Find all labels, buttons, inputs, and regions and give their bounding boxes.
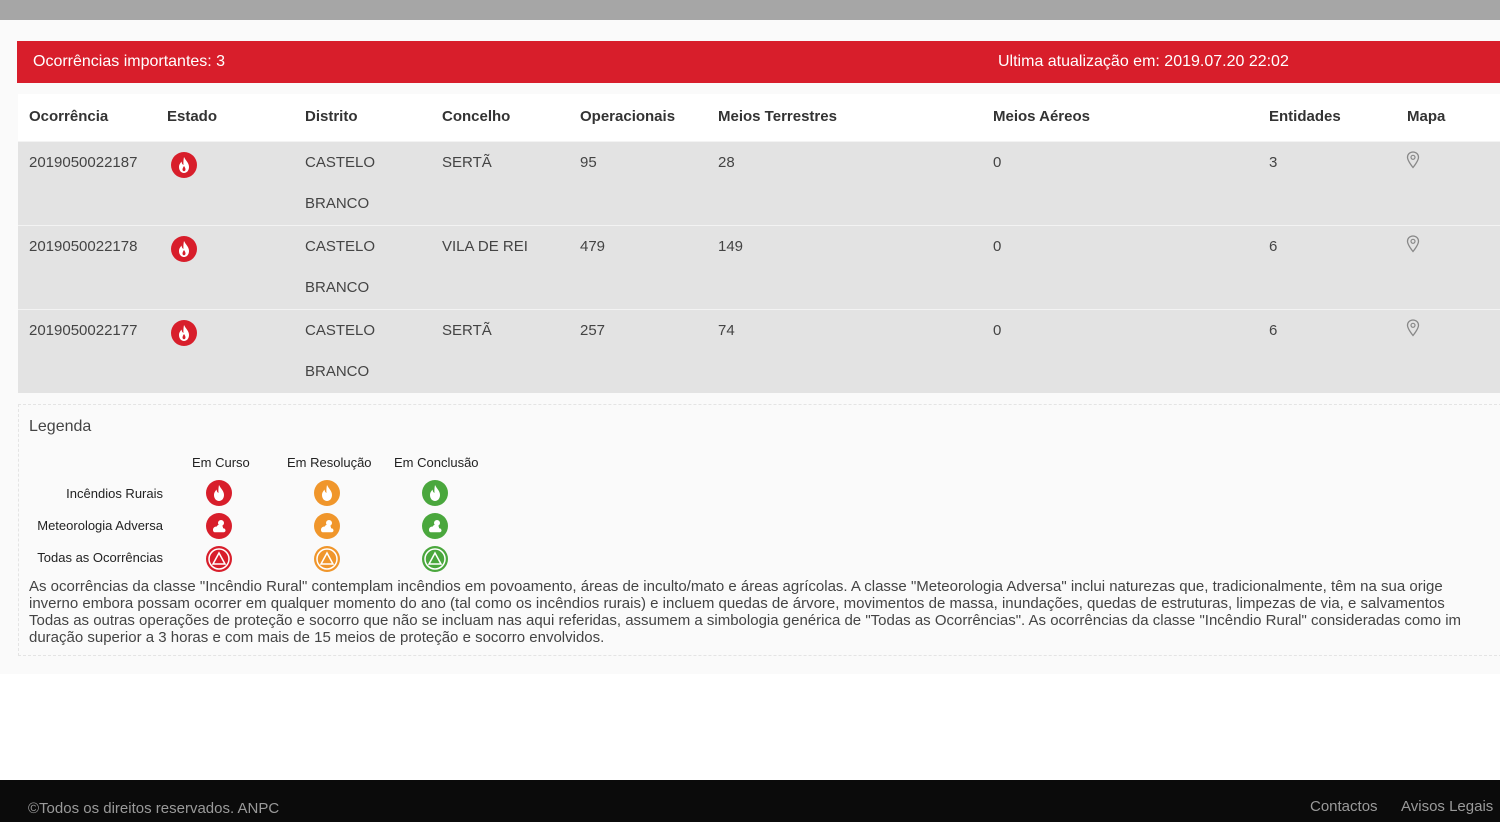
distrito: CASTELO BRANCO: [305, 154, 376, 212]
weather-icon: [314, 513, 340, 539]
legend-panel: [18, 404, 1500, 656]
table-row[interactable]: [18, 309, 1500, 393]
legend-text-line: inverno embora possam ocorrer em qualquer momento do ano (tal como os incêndios rurais) e incluem quedas de árvore, movimentos de massa, inundações, quedas de estruturas, limpezas de via, e salvamentos: [29, 595, 1445, 612]
legend-title: Legenda: [29, 418, 92, 435]
legend-col-em-curso: Em Curso: [192, 455, 250, 470]
occurrence-id: 2019050022187: [29, 154, 138, 171]
contactos-link[interactable]: Contactos: [1310, 798, 1378, 815]
fire-icon: [422, 480, 448, 506]
operacionais: 479: [580, 238, 606, 255]
meios-aereos: 0: [993, 238, 1002, 255]
meios-terrestres: 28: [718, 154, 735, 171]
copyright: ©Todos os direitos reservados. ANPC: [28, 800, 280, 817]
concelho: SERTÃ: [442, 154, 492, 171]
important-count: Ocorrências importantes: 3: [33, 53, 226, 70]
col-meios-terrestres: Meios Terrestres: [718, 108, 837, 125]
occurrence-id: 2019050022178: [29, 238, 138, 255]
map-pin-icon[interactable]: [1405, 235, 1421, 253]
entidades: 6: [1269, 238, 1278, 255]
table-header: [18, 94, 1500, 141]
fire-icon: [206, 480, 232, 506]
fire-icon: [314, 480, 340, 506]
table-row[interactable]: [18, 141, 1500, 225]
col-estado: Estado: [167, 108, 218, 125]
weather-icon: [422, 513, 448, 539]
concelho: SERTÃ: [442, 322, 492, 339]
concelho: VILA DE REI: [442, 238, 528, 255]
col-ocorrencia: Ocorrência: [29, 108, 109, 125]
important-occurrences-bar: [17, 41, 1500, 83]
fire-icon: [171, 320, 197, 346]
meios-aereos: 0: [993, 154, 1002, 171]
footer: [0, 780, 1500, 822]
triangle-icon: [206, 546, 232, 572]
legend-row-incendios: Incêndios Rurais: [66, 486, 163, 501]
fire-icon: [171, 236, 197, 262]
col-concelho: Concelho: [442, 108, 511, 125]
distrito: CASTELO BRANCO: [305, 322, 376, 380]
avisos-legais-link[interactable]: Avisos Legais: [1401, 798, 1494, 815]
fire-icon: [171, 152, 197, 178]
map-pin-icon[interactable]: [1405, 319, 1421, 337]
legend-row-todas: Todas as Ocorrências: [37, 550, 163, 565]
triangle-icon: [314, 546, 340, 572]
meios-terrestres: 74: [718, 322, 735, 339]
col-operacionais: Operacionais: [580, 108, 676, 125]
distrito: CASTELO BRANCO: [305, 238, 376, 296]
entidades: 3: [1269, 154, 1278, 171]
legend-text-line: Todas as outras operações de proteção e socorro que não se incluam nas aqui referidas, assumem a simbologia genérica de "Todas as Ocorrências". As ocorrências da classe "Incêndio Rural" consideradas como im: [29, 612, 1462, 629]
table-row[interactable]: [18, 225, 1500, 309]
meios-aereos: 0: [993, 322, 1002, 339]
legend-description: [29, 578, 1500, 646]
occurrence-id: 2019050022177: [29, 322, 138, 339]
occurrences-table: [18, 94, 1500, 393]
col-meios-aereos: Meios Aéreos: [993, 108, 1090, 125]
col-mapa: Mapa: [1407, 108, 1446, 125]
legend-text-line: As ocorrências da classe "Incêndio Rural" contemplam incêndios em povoamento, áreas de inculto/mato e áreas agrícolas. A classe "Meteorologia Adversa" inclui naturezas que, tradicionalmente, têm na sua orige: [29, 578, 1443, 595]
triangle-icon: [422, 546, 448, 572]
legend-col-em-resolucao: Em Resolução: [287, 455, 372, 470]
col-distrito: Distrito: [305, 108, 358, 125]
top-gray-bar: [0, 0, 1500, 20]
legend-col-em-conclusao: Em Conclusão: [394, 455, 479, 470]
operacionais: 95: [580, 154, 597, 171]
operacionais: 257: [580, 322, 606, 339]
last-update: Ultima atualização em: 2019.07.20 22:02: [998, 53, 1289, 70]
legend-text-line: duração superior a 3 horas e com mais de 15 meios de proteção e socorro envolvidos.: [29, 629, 605, 646]
meios-terrestres: 149: [718, 238, 744, 255]
legend-row-meteorologia: Meteorologia Adversa: [37, 518, 163, 533]
entidades: 6: [1269, 322, 1278, 339]
weather-icon: [206, 513, 232, 539]
map-pin-icon[interactable]: [1405, 151, 1421, 169]
col-entidades: Entidades: [1269, 108, 1341, 125]
